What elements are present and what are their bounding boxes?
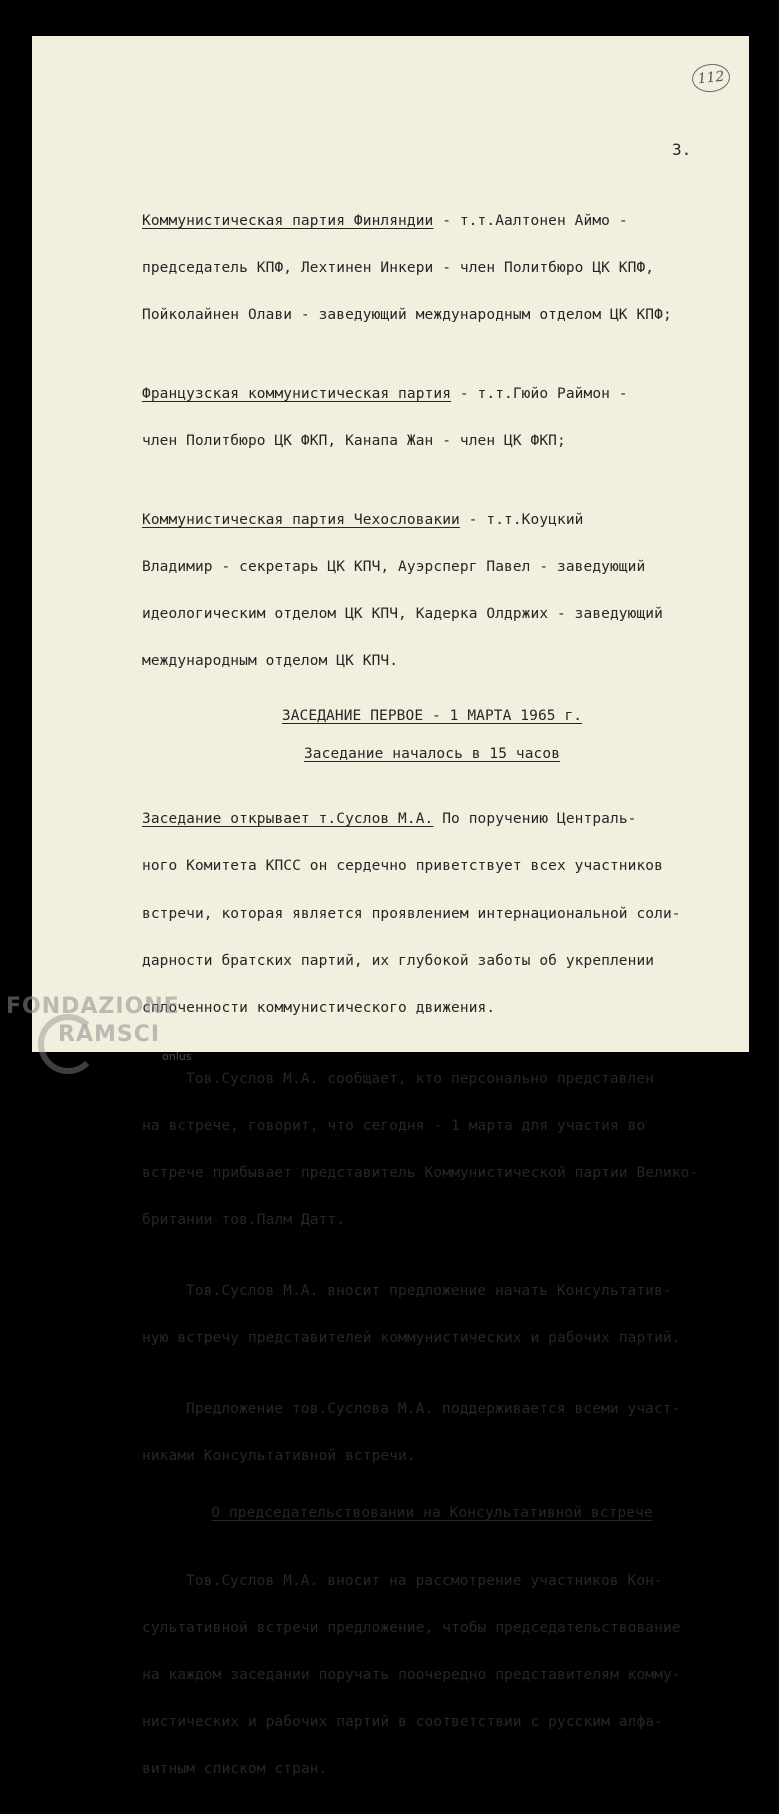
opening-underlined: Заседание открывает т.Суслов М.А. (142, 811, 434, 828)
session-heading: ЗАСЕДАНИЕ ПЕРВОЕ - 1 МАРТА 1965 г. (281, 708, 583, 725)
paragraph-representatives (142, 1044, 722, 1256)
text-line: ную встречу представителей коммунистических и рабочих партий. (142, 1330, 681, 1347)
text-line: международным отделом ЦК КПЧ. (142, 653, 399, 670)
text-line: председатель КПФ, Лехтинен Инкери - член Политбюро ЦК КПФ, (142, 259, 655, 276)
text-line: член Политбюро ЦК ФКП, Канапа Жан - член ЦК ФКП; (142, 432, 566, 449)
paragraph-proposal (142, 1257, 722, 1375)
text-line: британии тов.Палм Датт. (142, 1212, 346, 1229)
text-line: Тов.Суслов М.А. вносит на рассмотрение участников Кон- (186, 1572, 663, 1589)
text-line: нистических и рабочих партий в соответствии с русским алфа- (142, 1714, 663, 1731)
party-name-czechoslovakia: Коммунистическая партия Чехословакии (142, 511, 460, 528)
party-paragraph-france: Французская коммунистическая партия - т.т.Гюйо Раймон - член Политбюро ЦК ФКП, Канапа Жан - член ЦК ФКП; (142, 359, 722, 477)
text-line: Тов.Суслов М.А. вносит предложение начать Консультатив- (186, 1283, 672, 1300)
document-body (142, 186, 722, 1814)
session-start-heading: Заседание началось в 15 часов (303, 746, 561, 763)
party-paragraph-czechoslovakia: Коммунистическая партия Чехословакии - т.т.Коуцкий Владимир - секретарь ЦК КПЧ, Ауэрсперг Павел - заведующий идеологическим отделом ЦК КПЧ, Кадерка Олдржих - заведующий международным отделом ЦК КПЧ. (142, 485, 722, 697)
opening-paragraph: Заседание открывает т.Суслов М.А. По поручению Централь- ного Комитета КПСС он сердечно приветствует всех участников встречи, которая является проявлением интернациональной соли- дарности братских партий, их глубокой заботы об укреплении сплоченности коммунистического движения. (142, 785, 722, 1045)
text-line: на встрече, говорит, что сегодня - 1 марта для участия во (142, 1117, 646, 1134)
text-line: встречи, которая является проявлением интернациональной соли- (142, 905, 681, 922)
text-line: встрече прибывает представитель Коммунистической партии Велико- (142, 1165, 699, 1182)
archive-number-stamp: 112 (691, 62, 732, 94)
chairing-heading: О председательствовании на Консультативной встрече (211, 1505, 653, 1522)
text-line: сплоченности коммунистического движения. (142, 1000, 496, 1016)
text-line: никами Консультативной встречи. (142, 1448, 416, 1465)
fondazione-gramsci-watermark (6, 994, 196, 1074)
text-line: Тов.Суслов М.А. сообщает, кто персонально представлен (186, 1070, 654, 1087)
text-line: дарности братских партий, их глубокой заботы об укреплении (142, 952, 655, 969)
text-line: идеологическим отделом ЦК КПЧ, Кадерка Олдржих - заведующий (142, 606, 663, 623)
paragraph-support (142, 1375, 722, 1493)
text-line: витным списком стран. (142, 1761, 328, 1778)
paragraph-chairing (142, 1546, 722, 1806)
text-line: на каждом заседании поручать поочередно представителям комму- (142, 1667, 681, 1684)
text-line: ного Комитета КПСС он сердечно приветствует всех участников (142, 858, 663, 875)
watermark-line2: RAMSCI (58, 1022, 161, 1047)
page-number: 3. (672, 140, 692, 159)
text-line: Владимир - секретарь ЦК КПЧ, Ауэрсперг Павел - заведующий (142, 558, 646, 575)
party-name-finland: Коммунистическая партия Финляндии (142, 212, 434, 229)
text-line: сультативной встречи предложение, чтобы председательствование (142, 1619, 681, 1636)
watermark-line1: FONDAZIONE (6, 994, 180, 1019)
party-paragraph-finland: Коммунистическая партия Финляндии - т.т.Аалтонен Аймо - председатель КПФ, Лехтинен Инкери - член Политбюро ЦК КПФ, Пойколайнен Олави - заведующий международным отделом ЦК КПФ; (142, 186, 722, 351)
text-line: Пойколайнен Олави - заведующий международным отделом ЦК КПФ; (142, 306, 672, 323)
party-name-france: Французская коммунистическая партия (142, 385, 452, 402)
text-line: Предложение тов.Суслова М.А. поддерживается всеми участ- (186, 1401, 681, 1418)
watermark-suffix: onlus (162, 1050, 192, 1063)
